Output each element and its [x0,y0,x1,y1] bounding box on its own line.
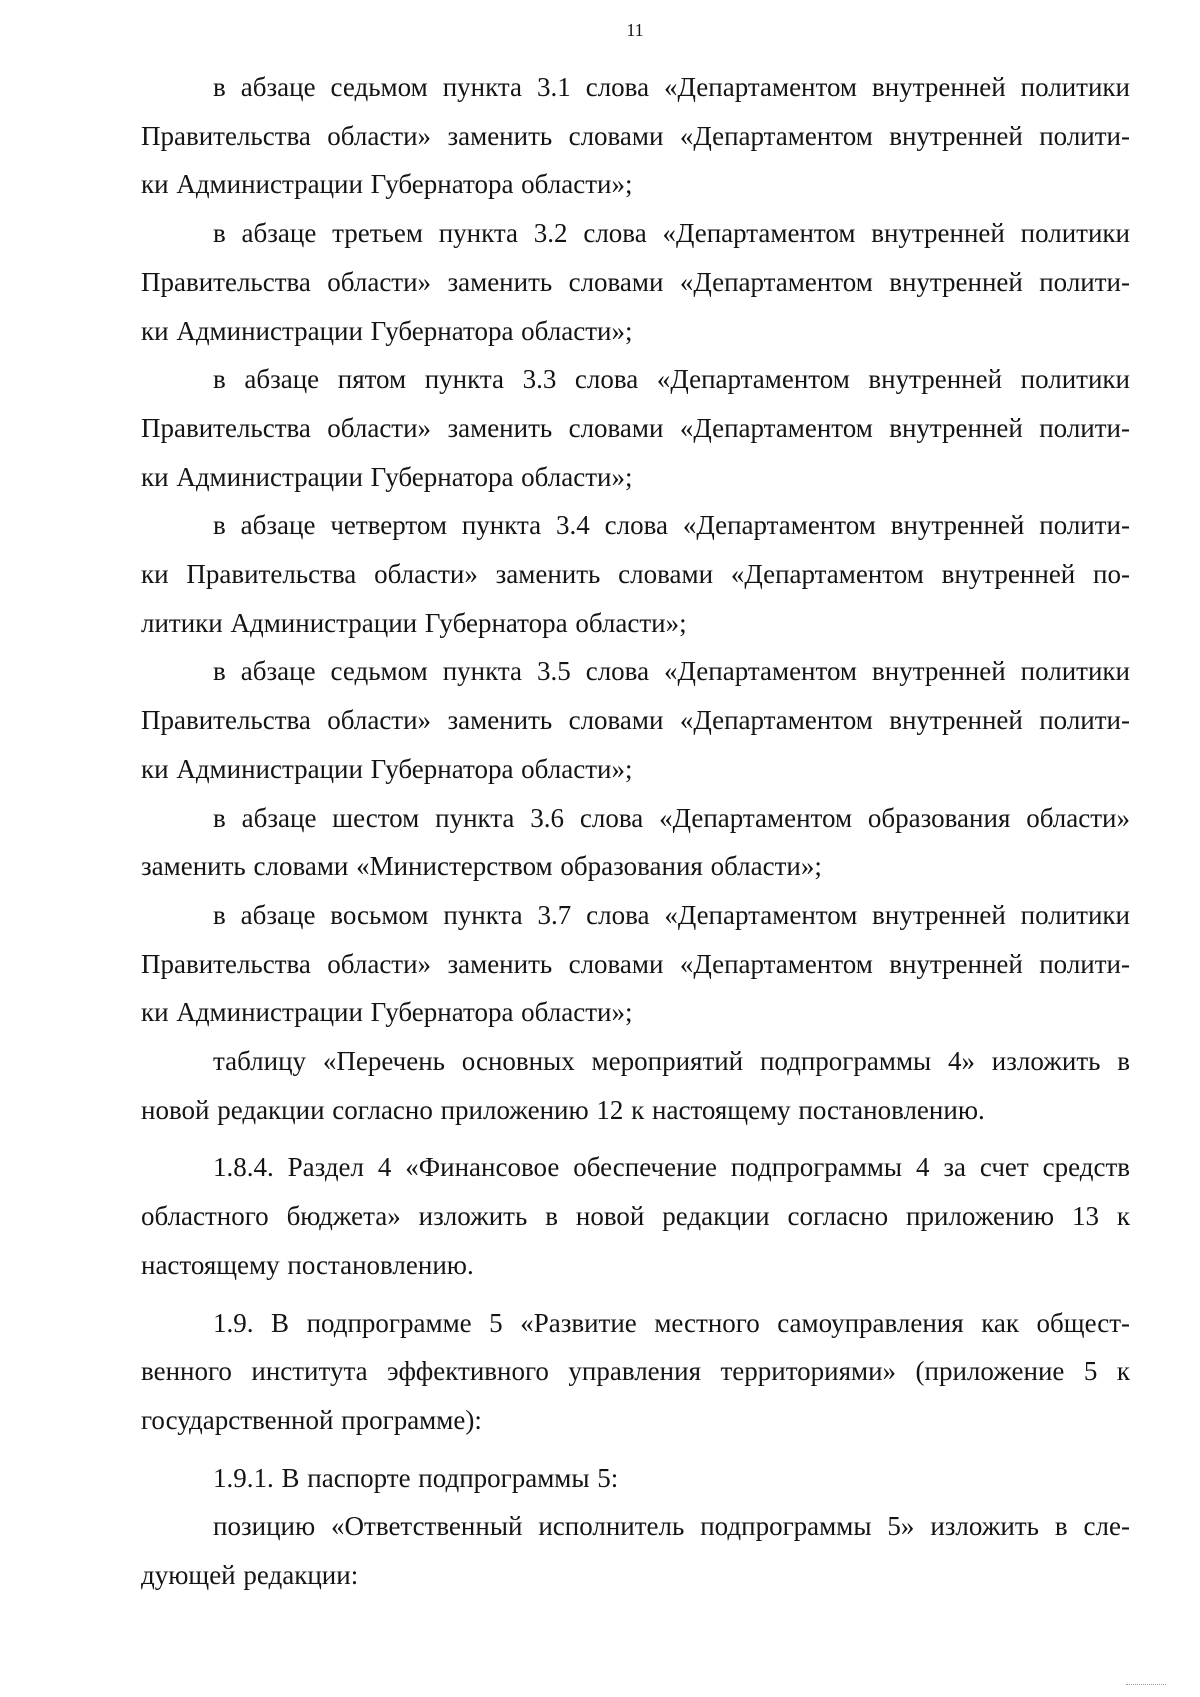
paragraph-line: 1.9. В подпрограмме 5 «Развитие местного самоуправления как общест- [213,1307,1130,1338]
paragraph [141,647,1130,793]
paragraph-spacer [141,1290,1130,1299]
paragraph-line: Правительства области» заменить словами «Департаментом внутренней полити- [141,948,1130,979]
paragraph-line: в абзаце третьем пункта 3.2 слова «Департаментом внутренней политики [213,218,1130,249]
paragraph [141,63,1130,209]
paragraph-line: Правительства области» заменить словами «Департаментом внутренней полити- [141,266,1130,297]
paragraph-line: в абзаце пятом пункта 3.3 слова «Департаментом внутренней политики [213,364,1130,395]
paragraph [141,209,1130,355]
paragraph [141,355,1130,501]
paragraph-line: венного института эффективного управления территориями» (приложение 5 к [141,1356,1130,1387]
paragraph-line: в абзаце седьмом пункта 3.5 слова «Департаментом внутренней политики [213,656,1130,687]
paragraph [141,1143,1130,1289]
paragraph [141,1037,1130,1134]
paragraph-spacer [141,1445,1130,1454]
paragraph-line: в абзаце восьмом пункта 3.7 слова «Департаментом внутренней политики [213,899,1130,930]
paragraph-line: ки Администрации Губернатора области»; [141,315,633,346]
paragraph-line: ки Администрации Губернатора области»; [141,753,633,784]
paragraph-line: Правительства области» заменить словами «Департаментом внутренней полити- [141,120,1130,151]
paragraph-line: ки Администрации Губернатора области»; [141,461,633,492]
paragraph-line: таблицу «Перечень основных мероприятий подпрограммы 4» изложить в [213,1046,1130,1077]
paragraph-line: ки Правительства области» заменить словами «Департаментом внутренней по- [141,559,1130,590]
scan-artifact [1126,1684,1166,1689]
paragraph [141,1502,1130,1599]
paragraph [141,501,1130,647]
paragraph-line: в абзаце шестом пункта 3.6 слова «Департаментом образования области» [213,802,1130,833]
paragraph-line: 1.9.1. В паспорте подпрограммы 5: [213,1462,619,1493]
page-number: 11 [626,20,644,40]
paragraph-line: настоящему постановлению. [141,1249,474,1280]
paragraph [141,1454,1130,1503]
paragraph-line: позицию «Ответственный исполнитель подпрограммы 5» изложить в сле- [213,1511,1130,1542]
paragraph-line: ки Администрации Губернатора области»; [141,169,633,200]
paragraph-line: Правительства области» заменить словами «Департаментом внутренней полити- [141,705,1130,736]
paragraph-line: в абзаце седьмом пункта 3.1 слова «Департаментом внутренней политики [213,72,1130,102]
paragraph-line: областного бюджета» изложить в новой редакции согласно приложению 13 к [141,1201,1130,1232]
paragraph-line: Правительства области» заменить словами «Департаментом внутренней полити- [141,412,1130,443]
paragraph [141,891,1130,1037]
document-body [141,63,1130,1600]
paragraph-line: дующей редакции: [141,1560,359,1591]
paragraph [141,794,1130,891]
paragraph [141,1299,1130,1445]
paragraph-line: новой редакции согласно приложению 12 к настоящему постановлению. [141,1094,985,1125]
paragraph-line: 1.8.4. Раздел 4 «Финансовое обеспечение подпрограммы 4 за счет средств [213,1152,1130,1183]
paragraph-line: государственной программе): [141,1404,482,1435]
paragraph-line: ки Администрации Губернатора области»; [141,997,633,1028]
paragraph-line: литики Администрации Губернатора области»; [141,607,687,638]
paragraph-spacer [141,1134,1130,1143]
paragraph-line: заменить словами «Министерством образования области»; [141,851,822,882]
paragraph-line: в абзаце четвертом пункта 3.4 слова «Департаментом внутренней полити- [213,510,1130,541]
